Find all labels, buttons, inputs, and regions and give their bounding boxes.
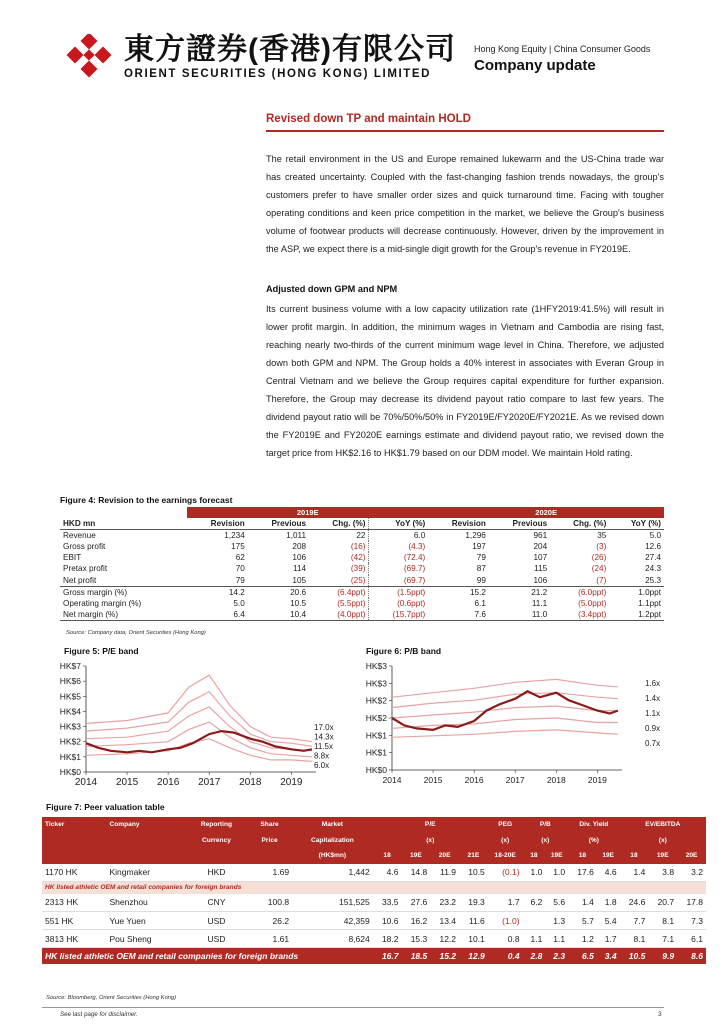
table-cell: 1.61 (247, 930, 292, 948)
column-header: Company (106, 817, 185, 833)
table-cell: USD (186, 912, 247, 930)
ticker-cell: 3813 HK (42, 930, 106, 948)
table-cell: (15.7ppt) (369, 609, 428, 621)
band-series-line (392, 706, 618, 718)
column-header: 19E (401, 848, 430, 864)
table-cell: 1,011 (286, 531, 307, 540)
table-cell: 5.0 (649, 531, 661, 540)
table-cell: 100.8 (247, 894, 292, 912)
column-header: (%) (568, 833, 620, 849)
column-header: 18-20E (488, 848, 523, 864)
table-cell: 11.6 (459, 912, 488, 930)
column-header: (x) (523, 833, 569, 849)
table-cell: 5.6 (545, 894, 568, 912)
table-cell: 27.6 (401, 894, 430, 912)
y-tick-label: HK$1 (59, 751, 81, 762)
column-header: Share (247, 817, 292, 833)
table-row (60, 530, 664, 542)
figure-7-label: Figure 7: Peer valuation table (46, 802, 165, 812)
summary-cell: 15.2 (430, 948, 459, 964)
table-cell: (4.3) (369, 541, 428, 552)
table-cell: (1.0) (488, 912, 523, 930)
table-cell: (16) (350, 542, 366, 552)
row-label: Revenue (63, 531, 96, 540)
table-cell: 106 (292, 553, 307, 563)
table-cell: (24) (591, 564, 607, 574)
column-header: Previous (489, 518, 550, 530)
table-cell: 1.0 (545, 864, 568, 882)
summary-cell: 18.5 (401, 948, 430, 964)
column-header: YoY (%) (609, 518, 664, 530)
table-cell: 15.2 (428, 586, 489, 598)
table-cell: 10.5 (290, 598, 307, 608)
table-cell: 11.0 (489, 609, 550, 621)
y-tick-label: HK$2 (59, 736, 81, 747)
table-cell: USD (186, 930, 247, 948)
table-cell: 8.1 (648, 912, 677, 930)
column-header: Chg. (%) (309, 518, 369, 530)
x-tick-label: 2016 (464, 775, 484, 785)
y-tick-label: HK$6 (59, 676, 81, 687)
table-cell: 1.2ppt (609, 609, 664, 621)
table-cell: (3) (596, 542, 607, 552)
table-cell: 5.7 (568, 912, 597, 930)
table-cell: 24.3 (645, 564, 661, 574)
column-header: (x) (373, 833, 488, 849)
page-number: 3 (658, 1011, 662, 1018)
table-cell: 1.8 (597, 894, 620, 912)
table-cell: 204 (533, 542, 548, 552)
table-cell: 10.4 (248, 609, 309, 621)
x-tick-label: 2014 (382, 775, 402, 785)
table-cell: (5.5ppt) (337, 598, 366, 608)
band-series-line (392, 730, 618, 737)
table-cell: 1.0 (523, 864, 546, 882)
table-cell: (4.0ppt) (309, 609, 369, 621)
footer-disclaimer: See last page for disclaimer. (60, 1011, 138, 1018)
summary-cell: 2.8 (523, 948, 546, 964)
x-tick-label: 2015 (115, 777, 139, 788)
table-header-row (60, 518, 664, 530)
table-row (60, 541, 664, 552)
header-spacer (42, 848, 292, 864)
column-header: Capitalization (292, 833, 373, 849)
table-cell: (26) (591, 553, 607, 563)
table-row (42, 864, 706, 882)
table-cell: 208 (292, 542, 307, 552)
x-tick-label: 2014 (74, 777, 98, 788)
table-cell: 19.3 (459, 894, 488, 912)
column-header: Revision (187, 518, 248, 530)
band-series-line (392, 718, 618, 728)
footer-rule (42, 1007, 664, 1008)
table-cell: 11.9 (430, 864, 459, 882)
table-cell: (1.5ppt) (369, 586, 428, 598)
summary-cell: 2.3 (545, 948, 568, 964)
table-cell: 33.5 (373, 894, 402, 912)
table-cell: 18.2 (373, 930, 402, 948)
y-tick-label: HK$1 (365, 747, 387, 758)
band-label: 1.4x (645, 694, 661, 703)
y-tick-label: HK$7 (59, 661, 81, 671)
x-tick-label: 2019 (587, 775, 607, 785)
y-tick-label: HK$1 (365, 730, 387, 741)
table-cell: 8,624 (292, 930, 373, 948)
band-label: 6.0x (314, 761, 330, 770)
band-2020e: 2020E (428, 507, 664, 518)
column-header: (HK$mn) (292, 848, 373, 864)
table-cell: 6.1 (677, 930, 706, 948)
table-cell: 8.1 (620, 930, 649, 948)
table-cell: 13.4 (430, 912, 459, 930)
table-cell: 24.6 (620, 894, 649, 912)
table-cell: 7.6 (428, 609, 489, 621)
company-cell: Shenzhou (106, 894, 185, 912)
table-cell: 12.2 (430, 930, 459, 948)
column-header: 19E (545, 848, 568, 864)
x-tick-label: 2016 (157, 777, 180, 788)
table-cell: 20.7 (648, 894, 677, 912)
column-header: Previous (248, 518, 309, 530)
column-header: (x) (620, 833, 706, 849)
table-row (60, 586, 664, 598)
table-cell: 105 (292, 575, 307, 585)
table-row (60, 575, 664, 587)
summary-cell: 3.4 (597, 948, 620, 964)
row-label: Net profit (63, 575, 97, 585)
body-paragraph-1: The retail environment in the US and Europe remained lukewarm and the US-China trade war has created uncertainty. Coupled with the fast-changing fashion trends nowadays, the group's customers prefer to have smaller order sizes and quick turnaround time. Facing with tougher operating conditions and keen price competition in the market, we believe the Group's business volume of footwear products will decrease continuously. However, driven by the improvement in the ASP, we expect there is a mid-single digit growth for the Group's revenue in FY2019E. (266, 154, 664, 254)
company-logo (66, 33, 456, 84)
table-cell: 961 (533, 531, 548, 540)
column-header: 21E (459, 848, 488, 864)
table-cell: 1.7 (597, 930, 620, 948)
table-cell: 1.4 (620, 864, 649, 882)
table-cell: (42) (350, 553, 366, 563)
y-tick-label: HK$4 (59, 706, 81, 717)
table-cell: 3.2 (677, 864, 706, 882)
row-label: EBIT (63, 553, 82, 563)
summary-cell: 12.9 (459, 948, 488, 964)
table-cell: 6.2 (523, 894, 546, 912)
x-tick-label: 2018 (546, 775, 566, 785)
band-series-line (392, 679, 618, 697)
band-label: 0.7x (645, 739, 661, 748)
column-header: 19E (597, 848, 620, 864)
column-header: 20E (677, 848, 706, 864)
column-header: P/B (523, 817, 569, 833)
table-cell: 7.1 (648, 930, 677, 948)
ticker-cell: 1170 HK (42, 864, 106, 882)
table-cell: 17.8 (677, 894, 706, 912)
table-header-row (42, 848, 706, 864)
band-series-line (86, 675, 312, 742)
table-cell: 10.1 (459, 930, 488, 948)
x-tick-label: 2019 (280, 777, 303, 788)
y-tick-label: HK$5 (59, 691, 81, 702)
column-header: Div. Yield (568, 817, 620, 833)
table-cell: (39) (350, 564, 366, 574)
x-tick-label: 2015 (423, 775, 443, 785)
table-cell: (25) (350, 575, 366, 585)
table-row (60, 609, 664, 621)
table-cell: 1.0ppt (609, 586, 664, 598)
table-cell: 1.69 (247, 864, 292, 882)
table-cell: 1.3 (545, 912, 568, 930)
band-label: 11.5x (314, 742, 333, 751)
y-tick-label: HK$0 (365, 765, 387, 775)
logo-company-name-cn: 東方證券(香港)有限公司 (124, 33, 456, 66)
table-cell: 6.4 (187, 609, 248, 621)
table-cell: (72.4) (369, 552, 428, 563)
table-cell: 4.6 (597, 864, 620, 882)
column-header: Ticker (42, 817, 106, 833)
table-row (42, 930, 706, 948)
table-cell: 115 (534, 564, 548, 574)
table-cell: (6.0ppt) (550, 586, 609, 598)
company-cell: Yue Yuen (106, 912, 185, 930)
table-row (60, 563, 664, 574)
table-cell: 27.4 (645, 553, 661, 563)
column-header: Price (247, 833, 292, 849)
table-cell: 14.8 (401, 864, 430, 882)
table-row (42, 912, 706, 930)
column-header: Chg. (%) (550, 518, 609, 530)
summary-cell: 10.5 (620, 948, 649, 964)
band-2019e: 2019E (187, 507, 428, 518)
band-label: 1.6x (645, 679, 661, 688)
table-header-row (42, 833, 706, 849)
company-cell: Kingmaker (106, 864, 185, 882)
row-label: Operating margin (%) (63, 598, 142, 608)
y-tick-label: HK$3 (365, 661, 387, 671)
table-cell: 16.2 (401, 912, 430, 930)
table-cell: 1.4 (568, 894, 597, 912)
table-cell: 4.6 (373, 864, 402, 882)
table-cell: 42,359 (292, 912, 373, 930)
table-cell: 5.4 (597, 912, 620, 930)
column-header: Reporting (186, 817, 247, 833)
figure-4-label: Figure 4: Revision to the earnings forecast (60, 495, 233, 505)
column-header: (x) (488, 833, 523, 849)
earnings-forecast-table (60, 507, 664, 621)
band-label: 17.0x (314, 723, 334, 732)
column-header: 18 (568, 848, 597, 864)
table-cell: 10.6 (373, 912, 402, 930)
pe-band-chart (50, 658, 355, 800)
logo-mark-icon (66, 34, 112, 80)
table-cell (523, 912, 546, 930)
table-cell: (0.6ppt) (369, 598, 428, 609)
header-title: Company update (474, 57, 596, 74)
summary-cell: 0.4 (488, 948, 523, 964)
table-cell: 1,442 (292, 864, 373, 882)
table-cell: (69.7) (369, 563, 428, 574)
x-tick-label: 2017 (505, 775, 525, 785)
table-cell: 23.2 (430, 894, 459, 912)
y-tick-label: HK$0 (59, 767, 81, 777)
section-rule (266, 130, 664, 132)
peer-valuation-table (42, 817, 706, 964)
table-cell: 99 (476, 575, 486, 585)
table-row (60, 598, 664, 609)
summary-cell: 16.7 (373, 948, 402, 964)
column-header: 19E (648, 848, 677, 864)
table-cell: 1.7 (488, 894, 523, 912)
table-cell: 22 (356, 531, 366, 540)
table-cell: 1.1 (523, 930, 546, 948)
table-cell: 10.5 (459, 864, 488, 882)
y-tick-label: HK$2 (365, 713, 387, 723)
table-cell: 107 (533, 553, 548, 563)
table-cell: 1.1 (545, 930, 568, 948)
table-cell: 7.7 (620, 912, 649, 930)
summary-cell: 6.5 (568, 948, 597, 964)
row-label: Gross profit (63, 542, 106, 552)
table-cell: 1.2 (568, 930, 597, 948)
y-tick-label: HK$3 (59, 721, 81, 732)
subheading: Adjusted down GPM and NPM (266, 284, 398, 294)
table-cell: 175 (231, 542, 245, 552)
table-cell: (0.1) (488, 864, 523, 882)
band-label: 0.9x (645, 724, 661, 733)
table-cell: 14.2 (187, 586, 248, 598)
company-cell: Pou Sheng (106, 930, 185, 948)
table-cell: 20.6 (248, 586, 309, 598)
header-spacer (42, 833, 186, 849)
table-cell: (7) (596, 575, 607, 585)
table-cell: 15.3 (401, 930, 430, 948)
table-cell: (69.7) (369, 575, 428, 587)
table-cell: 197 (472, 542, 486, 552)
group-note: HK listed athletic OEM and retail companies for foreign brands (42, 882, 706, 894)
summary-label: HK listed athletic OEM and retail companies for foreign brands (42, 948, 373, 964)
column-header: 18 (523, 848, 546, 864)
table-cell: 6.1 (474, 598, 486, 608)
x-tick-label: 2018 (239, 777, 262, 788)
table-cell: HKD (186, 864, 247, 882)
figure-4-source: Source: Company data, Orient Securities (Hong Kong) (66, 630, 206, 636)
y-tick-label: HK$2 (365, 695, 387, 706)
band-label: 14.3x (314, 732, 334, 742)
y-tick-label: HK$3 (365, 678, 387, 689)
column-header: 20E (430, 848, 459, 864)
figure-7-source: Source: Bloomberg, Orient Securities (Hong Kong) (46, 995, 177, 1001)
table-cell: CNY (186, 894, 247, 912)
table-cell: 35 (597, 531, 607, 540)
column-header: Market (292, 817, 373, 833)
ticker-cell: 2313 HK (42, 894, 106, 912)
column-header: Currency (186, 833, 247, 849)
body-paragraph-2: Its current business volume with a low capacity utilization rate (1HFY2019:41.5%) will result in lower profit margin. In addition, the minimum wages in Vietnam and Cambodia are rising fast, reaching nearly two-thirds of the current minimum wage level in China. Therefore, we adjusted down both GPM and NPM. The Group holds a 40% interest in associates with Everan Group in Central Vietnam and we believe the Group requires capital expenditure for further expansion. Therefore, the Group may decrease its dividend payout ratio compare to last few years. The dividend payout ratio will be 70%/50%/50% in FY2019E/FY2020E/FY2021E. As we revised down the FY2019E and FY2020E earnings estimate and dividend payout ratio, we revised down the target price from HK$2.16 to HK$1.79 based on our DDM model. We maintain Hold rating. (266, 304, 664, 458)
row-label: Gross margin (%) (60, 586, 187, 598)
band-label: 1.1x (645, 709, 661, 718)
table-row (42, 894, 706, 912)
table-cell: 151,525 (292, 894, 373, 912)
price-series-line (392, 691, 618, 730)
table-cell: 17.6 (568, 864, 597, 882)
pb-band-chart (356, 658, 666, 793)
table-cell: 79 (476, 553, 486, 563)
table-cell: 1,296 (465, 531, 486, 540)
row-label: Net margin (%) (60, 609, 187, 621)
table-band-row (60, 507, 664, 518)
summary-row (42, 948, 706, 964)
x-tick-label: 2017 (198, 777, 221, 788)
table-cell: 106 (533, 575, 548, 585)
table-cell: (5.0ppt) (578, 598, 607, 608)
table-cell: 3.8 (648, 864, 677, 882)
table-cell: 26.2 (247, 912, 292, 930)
table-cell: 25.3 (645, 575, 661, 585)
table-cell: 70 (235, 564, 245, 574)
figure-6-label: Figure 6: P/B band (366, 646, 442, 656)
ticker-cell: 551 HK (42, 912, 106, 930)
table-cell: 6.0 (369, 530, 428, 542)
table-cell: 5.0 (233, 598, 245, 608)
summary-cell: 8.6 (677, 948, 706, 964)
band-label: 8.8x (314, 751, 330, 761)
table-cell: 11.1 (531, 598, 548, 608)
table-header-row (42, 817, 706, 833)
table-cell: 79 (235, 575, 245, 585)
table-cell: 114 (293, 564, 307, 574)
table-cell: 12.6 (645, 542, 661, 552)
logo-company-name-en: ORIENT SECURITIES (HONG KONG) LIMITED (124, 68, 432, 80)
section-title: Revised down TP and maintain HOLD (266, 113, 471, 125)
column-header: 18 (373, 848, 402, 864)
row-label: Pretax profit (63, 564, 108, 574)
header-subtitle: Hong Kong Equity | China Consumer Goods (474, 44, 651, 54)
summary-cell: 9.9 (648, 948, 677, 964)
table-cell: 0.8 (488, 930, 523, 948)
table-row (60, 552, 664, 563)
table-cell: 87 (476, 564, 486, 574)
table-cell: (3.4ppt) (550, 609, 609, 621)
table-cell: 1.1ppt (638, 598, 661, 608)
table-cell: 62 (235, 553, 245, 563)
column-header: YoY (%) (369, 518, 428, 530)
table-cell: (6.4ppt) (309, 586, 369, 598)
table-cell: 7.3 (677, 912, 706, 930)
column-header: EV/EBITDA (620, 817, 706, 833)
column-header: PEG (488, 817, 523, 833)
column-header: 18 (620, 848, 649, 864)
figure-5-label: Figure 5: P/E band (64, 646, 139, 656)
column-header: Revision (428, 518, 489, 530)
table-cell: 1,234 (224, 531, 245, 540)
group-note-row (42, 882, 706, 894)
table-cell: 21.2 (489, 586, 550, 598)
column-header: HKD mn (60, 518, 187, 530)
column-header: P/E (373, 817, 488, 833)
